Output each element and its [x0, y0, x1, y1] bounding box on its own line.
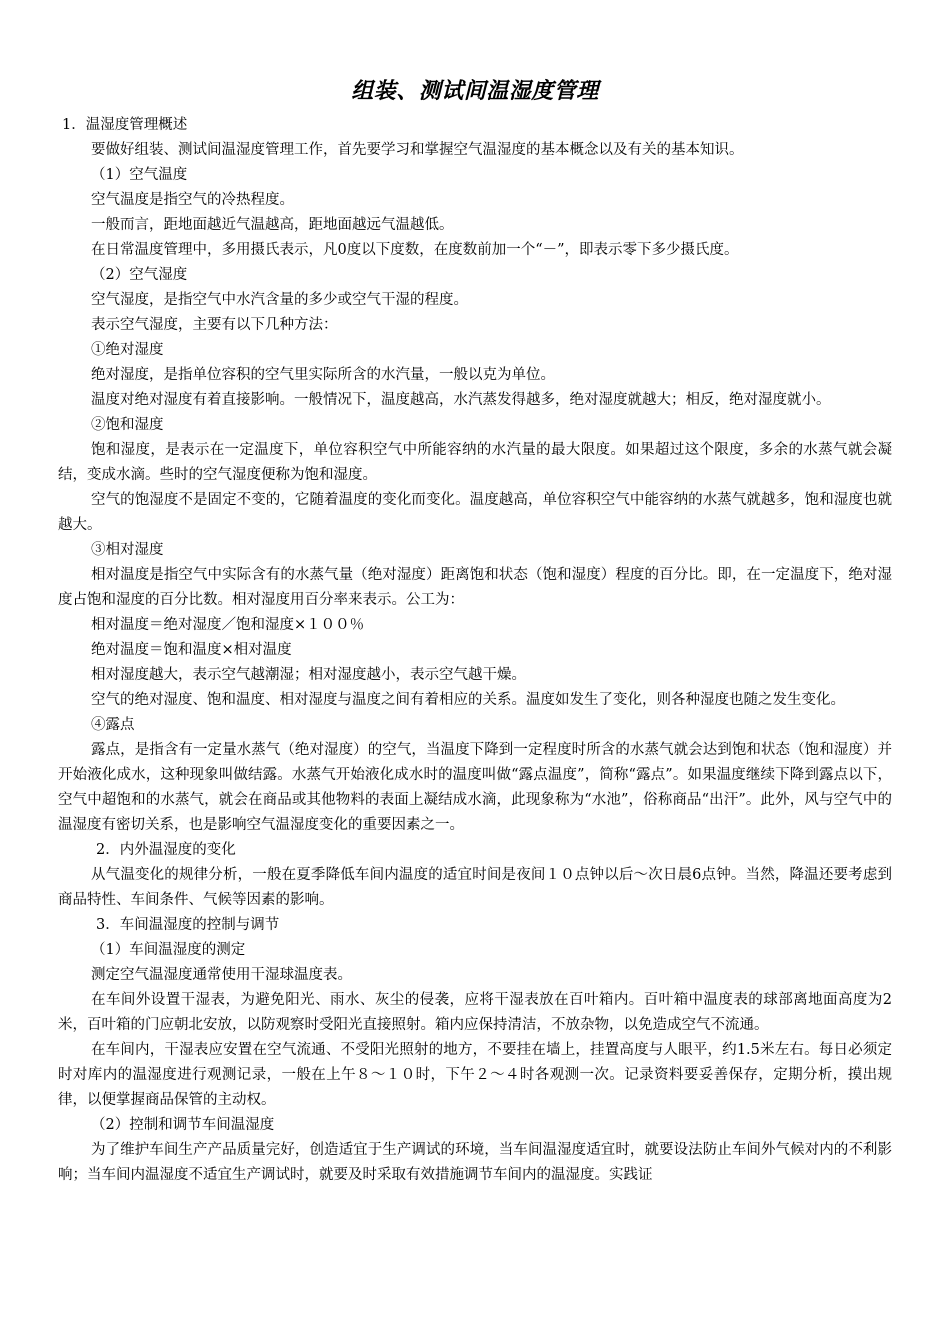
paragraph: 温度对绝对湿度有着直接影响。一般情况下，温度越高，水汽蒸发得越多，绝对湿度就越大；相反，绝对湿度就小。 [91, 392, 831, 408]
paragraph: 表示空气湿度，主要有以下几种方法： [91, 317, 338, 333]
section-heading: （1）空气温度 [91, 167, 188, 183]
paragraph: 空气温度是指空气的冷热程度。 [91, 192, 294, 208]
paragraph: 一般而言，距地面越近气温越高，距地面越远气温越低。 [91, 217, 454, 233]
paragraph: ①绝对湿度 [91, 342, 164, 358]
paragraph: 在车间外设置干湿表，为避免阳光、雨水、灰尘的侵袭，应将干湿表放在百叶箱内。百叶箱中温度表的球部离地面高度为2米，百叶箱的门应朝北安放，以防观察时受阳光直接照射。箱内应保持清洁，不放杂物，以免造成空气不流通。 [58, 992, 892, 1033]
paragraph: 相对湿度越大，表示空气越潮湿；相对湿度越小，表示空气越干燥。 [91, 667, 526, 683]
section-heading: （2）空气湿度 [91, 267, 188, 283]
paragraph: 为了维护车间生产产品质量完好，创造适宜于生产调试的环境，当车间温湿度适宜时，就要设法防止车间外气候对内的不利影响；当车间内温湿度不适宜生产调试时，就要及时采取有效措施调节车间内的温湿度。实践证 [58, 1142, 892, 1183]
paragraph: 空气的饱湿度不是固定不变的，它随着温度的变化而变化。温度越高，单位容积空气中能容纳的水蒸气就越多，饱和湿度也就越大。 [58, 492, 892, 533]
section-heading: 2．内外温湿度的变化 [96, 842, 236, 858]
paragraph: ②饱和湿度 [91, 417, 164, 433]
paragraph: 要做好组装、测试间温湿度管理工作，首先要学习和掌握空气温湿度的基本概念以及有关的基本知识。 [91, 142, 744, 158]
paragraph: 相对温度＝绝对湿度／饱和湿度×１００％ [91, 617, 365, 633]
paragraph: 空气的绝对湿度、饱和温度、相对湿度与温度之间有着相应的关系。温度如发生了变化，则各种湿度也随之发生变化。 [91, 692, 845, 708]
section-heading: （2）控制和调节车间温湿度 [91, 1117, 275, 1133]
page-title: 组装、测试间温湿度管理 [351, 79, 599, 104]
section-heading: 1．温湿度管理概述 [62, 117, 188, 133]
paragraph: 绝对温度＝饱和温度×相对温度 [91, 642, 292, 658]
paragraph: 饱和湿度，是表示在一定温度下，单位容积空气中所能容纳的水汽量的最大限度。如果超过这个限度，多余的水蒸气就会凝结，变成水滴。些时的空气湿度便称为饱和湿度。 [58, 442, 892, 483]
paragraph: 空气湿度，是指空气中水汽含量的多少或空气干湿的程度。 [91, 292, 468, 308]
section-heading: 3．车间温湿度的控制与调节 [96, 917, 280, 933]
section-heading: （1）车间温湿度的测定 [91, 942, 246, 958]
paragraph: 在日常温度管理中，多用摄氏表示，凡0度以下度数，在度数前加一个“－”，即表示零下多少摄氏度。 [91, 242, 739, 258]
paragraph: 从气温变化的规律分析，一般在夏季降低车间内温度的适宜时间是夜间１０点钟以后～次日晨6点钟。当然，降温还要考虑到商品特性、车间条件、气候等因素的影响。 [58, 867, 892, 908]
paragraph: 露点，是指含有一定量水蒸气（绝对湿度）的空气，当温度下降到一定程度时所含的水蒸气就会达到饱和状态（饱和湿度）并开始液化成水，这种现象叫做结露。水蒸气开始液化成水时的温度叫做“露点温度”，简称“露点”。如果温度继续下降到露点以下，空气中超饱和的水蒸气，就会在商品或其他物料的表面上凝结成水滴，此现象称为“水池”，俗称商品“出汗”。此外，风与空气中的温湿度有密切关系，也是影响空气温湿度变化的重要因素之一。 [58, 742, 892, 833]
paragraph: 相对温度是指空气中实际含有的水蒸气量（绝对湿度）距离饱和状态（饱和湿度）程度的百分比。即，在一定温度下，绝对湿度占饱和湿度的百分比数。相对湿度用百分率来表示。公工为： [58, 567, 892, 608]
paragraph: 绝对湿度，是指单位容积的空气里实际所含的水汽量，一般以克为单位。 [91, 367, 555, 383]
paragraph: ③相对湿度 [91, 542, 164, 558]
paragraph: 在车间内，干湿表应安置在空气流通、不受阳光照射的地方，不要挂在墙上，挂置高度与人眼平，约1.5米左右。每日必须定时对库内的温湿度进行观测记录，一般在上午８～１０时，下午２～４时各观测一次。记录资料要妥善保存，定期分析，摸出规律，以便掌握商品保管的主动权。 [58, 1042, 892, 1108]
paragraph: ④露点 [91, 717, 135, 733]
document-body [58, 113, 892, 1188]
paragraph: 测定空气温湿度通常使用干湿球温度表。 [91, 967, 352, 983]
